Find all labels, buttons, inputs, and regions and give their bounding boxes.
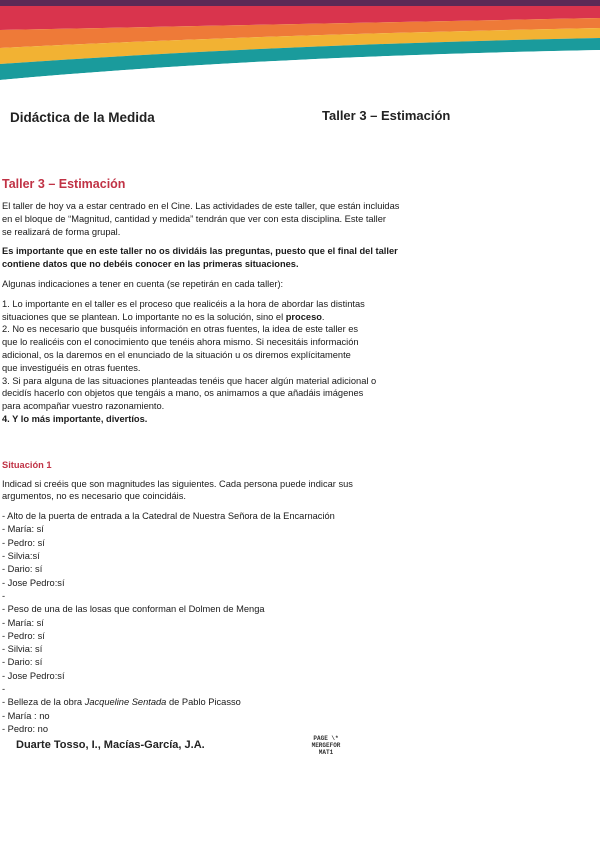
situation-prompt bbox=[2, 478, 577, 504]
text-span: - Belleza de la obra bbox=[2, 697, 85, 708]
text-line: que investiguéis en otras fuentes. bbox=[2, 362, 141, 373]
list-item: - Pedro: sí bbox=[2, 537, 45, 548]
text-line: que lo realicéis con el conocimiento que tenéis ahora mismo. Si necesitáis información bbox=[2, 337, 359, 348]
text-line: contiene datos que no debéis conocer en las primeras situaciones. bbox=[2, 259, 299, 270]
list-item: - Dario: sí bbox=[2, 564, 43, 575]
footer-page-field bbox=[281, 735, 371, 756]
text-line: en el bloque de “Magnitud, cantidad y medida” tendrán que ver con esta disciplina. Este taller bbox=[2, 213, 386, 224]
list-item: - Dario: sí bbox=[2, 657, 43, 668]
text-line: se realizará de forma grupal. bbox=[2, 226, 121, 237]
list-item: - Jose Pedro:sí bbox=[2, 577, 65, 588]
decorative-header-stripes bbox=[0, 0, 600, 90]
text-line bbox=[2, 311, 577, 324]
intro-paragraph bbox=[2, 200, 577, 238]
text-line: 3. Si para alguna de las situaciones planteadas tenéis que hacer algún material adicional o bbox=[2, 375, 377, 386]
list-item: - María : no bbox=[2, 710, 50, 721]
text-line: El taller de hoy va a estar centrado en el Cine. Las actividades de este taller, que están incluidas bbox=[2, 201, 400, 211]
text-line: 2. No es necesario que busquéis información en otras fuentes, la idea de este taller es bbox=[2, 324, 359, 335]
text-line: Indicad si creéis que son magnitudes las siguientes. Cada persona puede indicar sus bbox=[2, 478, 353, 489]
field-code-line: MAT1 bbox=[318, 749, 334, 756]
list-item: - Peso de una de las losas que conforman el Dolmen de Menga bbox=[2, 604, 265, 615]
list-item: - Alto de la puerta de entrada a la Catedral de Nuestra Señora de la Encarnación bbox=[2, 511, 335, 522]
list-item: - bbox=[2, 684, 6, 694]
header-workshop-title: Taller 3 – Estimación bbox=[322, 108, 451, 123]
text-span: situaciones que se plantean. Lo importante no es la solución, sino el bbox=[2, 311, 286, 322]
text-span: de Pablo Picasso bbox=[166, 697, 241, 708]
section-title: Taller 3 – Estimación bbox=[2, 177, 126, 191]
list-item: - Pedro: sí bbox=[2, 630, 45, 641]
text-line: Es importante que en este taller no os dividáis las preguntas, puesto que el final del taller bbox=[2, 246, 398, 257]
bold-word: proceso bbox=[285, 311, 322, 322]
list-item: - bbox=[2, 590, 6, 601]
text-line: argumentos, no es necesario que coincidáis. bbox=[2, 491, 186, 502]
list-item bbox=[2, 696, 577, 709]
list-item: - Silvia:sí bbox=[2, 551, 40, 562]
text-line: adicional, os la daremos en el enunciado de la situación u os diremos explícitamente bbox=[2, 349, 351, 360]
list-item: - Pedro: no bbox=[2, 723, 48, 734]
artwork-title: Jacqueline Sentada bbox=[84, 697, 167, 708]
field-code-line: PAGE \* bbox=[313, 735, 339, 742]
indications-intro: Algunas indicaciones a tener en cuenta (se repetirán en cada taller): bbox=[2, 278, 284, 289]
list-item: - Jose Pedro:sí bbox=[2, 670, 65, 681]
important-note bbox=[2, 245, 577, 271]
situation-title: Situación 1 bbox=[2, 459, 52, 470]
list-item: - María: sí bbox=[2, 617, 44, 628]
text-line: decidís hacerlo con objetos que tengáis a mano, os animamos a que añadáis imágenes bbox=[2, 388, 364, 399]
text-span: . bbox=[321, 311, 325, 322]
list-item: - Silvia: sí bbox=[2, 644, 43, 655]
header-course-title: Didáctica de la Medida bbox=[10, 110, 155, 125]
indications-list bbox=[2, 298, 577, 426]
field-code-line: MERGEFOR bbox=[311, 742, 341, 749]
document-body bbox=[2, 176, 577, 736]
footer-authors: Duarte Tosso, I., Macías-García, J.A. bbox=[16, 739, 205, 751]
text-line: 1. Lo importante en el taller es el proceso que realicéis a la hora de abordar las distintas bbox=[2, 298, 365, 309]
text-line: para acompañar vuestro razonamiento. bbox=[2, 401, 165, 412]
text-line: 4. Y lo más importante, divertíos. bbox=[2, 413, 148, 424]
answers-list bbox=[2, 510, 577, 736]
list-item: - María: sí bbox=[2, 524, 44, 535]
